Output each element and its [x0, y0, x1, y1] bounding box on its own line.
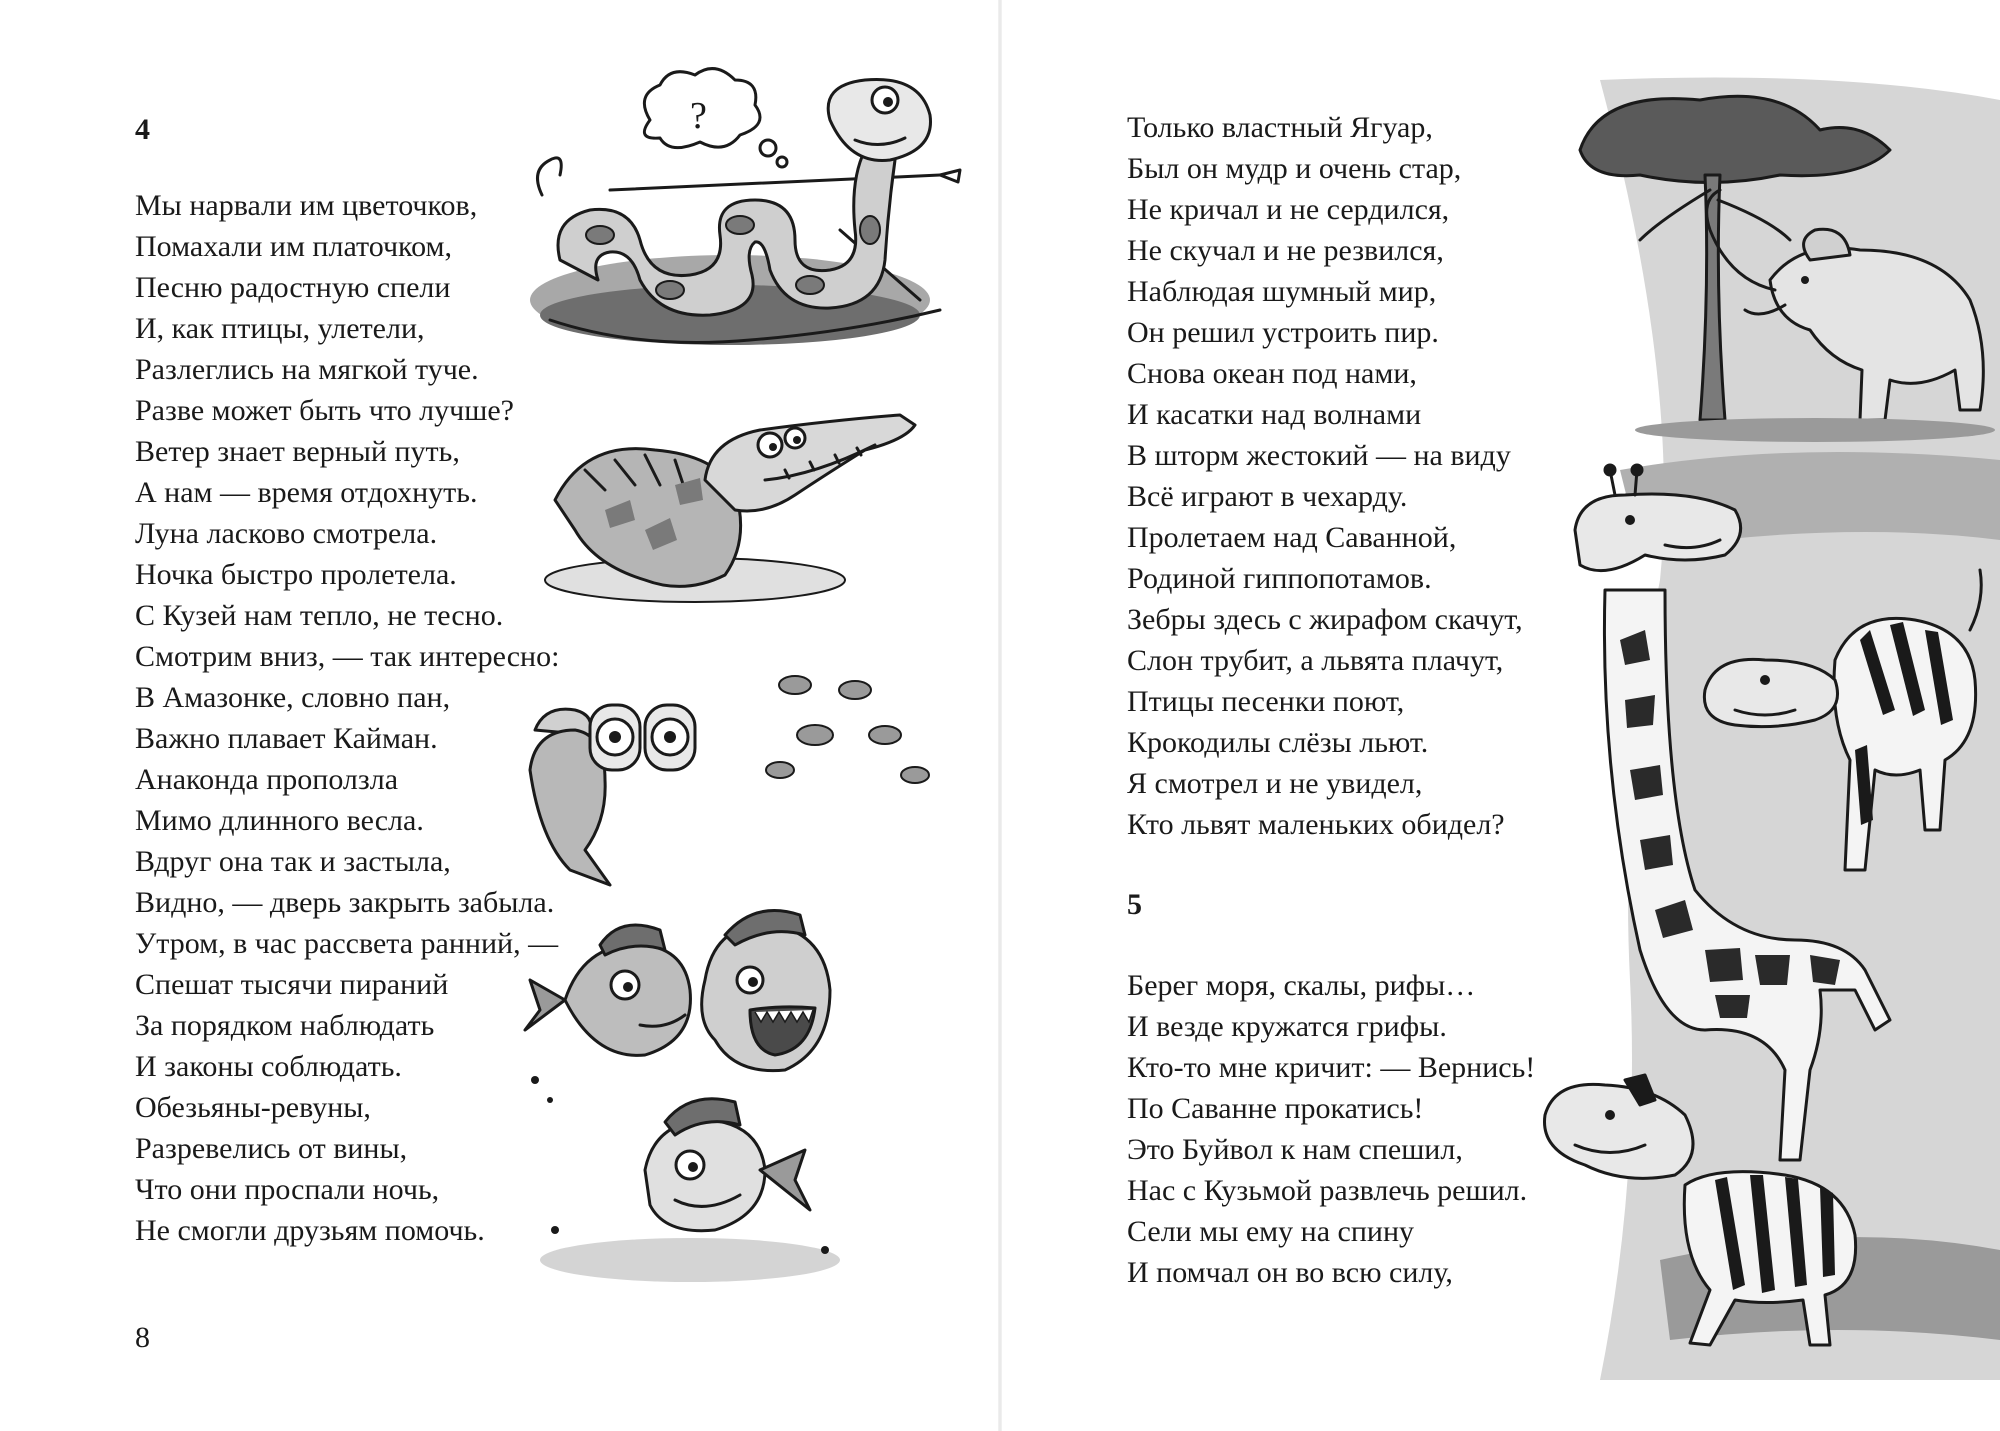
poem-line: Птицы песенки поют, — [1127, 685, 1405, 718]
thought-question-mark: ? — [690, 95, 707, 137]
poem-line: Он решил устроить пир. — [1127, 316, 1439, 349]
poem-line: Всё играют в чехарду. — [1127, 480, 1408, 513]
poem-line: Что они проспали ночь, — [135, 1173, 440, 1206]
thought-bubble — [644, 69, 787, 167]
poem-line: Вдруг она так и застыла, — [135, 845, 451, 878]
poem-line: Анаконда проползла — [135, 763, 399, 796]
poem-line: В шторм жестокий — на виду — [1127, 439, 1511, 472]
poem-line: Не скучал и не резвился, — [1127, 234, 1444, 267]
right-page — [1000, 0, 2000, 1431]
poem-line: И помчал он во всю силу, — [1127, 1256, 1453, 1289]
anaconda-illustration — [520, 60, 960, 360]
poem-line: Видно, — дверь закрыть забыла. — [135, 886, 555, 919]
poem-line: Я смотрел и не увидел, — [1127, 767, 1423, 800]
piranhas-illustration — [525, 890, 865, 1290]
poem-line: Помахали им платочком, — [135, 230, 452, 263]
poem-line: Нас с Кузьмой развлечь решил. — [1127, 1174, 1528, 1207]
caiman-illustration — [535, 400, 935, 610]
poem-line: Наблюдая шумный мир, — [1127, 275, 1437, 308]
lily-pads — [765, 665, 945, 785]
poem-line: Снова океан под нами, — [1127, 357, 1417, 390]
poem-line: Зебры здесь с жирафом скачут, — [1127, 603, 1523, 636]
poem-line: Крокодилы слёзы льют. — [1127, 726, 1429, 759]
poem-line: Луна ласково смотрела. — [135, 517, 438, 550]
poem-line: Утром, в час рассвета ранний, — — [135, 927, 559, 960]
poem-line: А нам — время отдохнуть. — [135, 476, 478, 509]
poem-line: И касатки над волнами — [1127, 398, 1422, 431]
poem-line: Пролетаем над Саванной, — [1127, 521, 1457, 554]
poem-line: Только властный Ягуар, — [1127, 111, 1433, 144]
poem-line: Ночка быстро пролетела. — [135, 558, 457, 591]
poem-line: Берег моря, скалы, рифы… — [1127, 969, 1476, 1002]
poem-line: Разве может быть что лучше? — [135, 394, 514, 427]
section-number: 5 — [1127, 888, 1142, 921]
fish-binoculars-illustration — [515, 690, 735, 890]
poem-line: И, как птицы, улетели, — [135, 312, 425, 345]
poem-line: Ветер знает верный путь, — [135, 435, 460, 468]
poem-line: За порядком наблюдать — [135, 1009, 435, 1042]
poem-verse-bottom — [1127, 965, 1535, 1293]
poem-line: Мимо длинного весла. — [135, 804, 424, 837]
poem-line: Был он мудр и очень стар, — [1127, 152, 1462, 185]
poem-line: Важно плавает Кайман. — [135, 722, 438, 755]
poem-line: Мы нарвали им цветочков, — [135, 189, 478, 222]
poem-line: Сели мы ему на спину — [1127, 1215, 1415, 1248]
zebra-lower-illustration — [1545, 1075, 1875, 1355]
poem-line: И везде кружатся грифы. — [1127, 1010, 1447, 1043]
poem-line: Кто-то мне кричит: — Вернись! — [1127, 1051, 1536, 1084]
poem-verse — [135, 185, 559, 1251]
poem-line: С Кузей нам тепло, не тесно. — [135, 599, 504, 632]
poem-line: Кто львят маленьких обидел? — [1127, 808, 1505, 841]
poem-line: Не кричал и не сердился, — [1127, 193, 1450, 226]
page-number: 8 — [135, 1321, 150, 1354]
poem-line: Обезьяны-ревуны, — [135, 1091, 371, 1124]
poem-line: Это Буйвол к нам спешил, — [1127, 1133, 1463, 1166]
poem-line: Слон трубит, а львята плачут, — [1127, 644, 1504, 677]
poem-verse-top — [1127, 107, 1523, 845]
poem-line: По Саванне прокатись! — [1127, 1092, 1424, 1125]
poem-line: Разревелись от вины, — [135, 1132, 408, 1165]
poem-line: Не смогли друзьям помочь. — [135, 1214, 485, 1247]
section-number: 4 — [135, 113, 150, 146]
poem-line: Разлеглись на мягкой туче. — [135, 353, 479, 386]
poem-line: Смотрим вниз, — так интересно: — [135, 640, 560, 673]
poem-line: В Амазонке, словно пан, — [135, 681, 451, 714]
poem-line: Спешат тысячи пираний — [135, 968, 449, 1001]
tree-elephant-illustration — [1560, 90, 2000, 470]
zebra-upper-illustration — [1695, 570, 1995, 890]
poem-line: Родиной гиппопотамов. — [1127, 562, 1432, 595]
poem-line: Песню радостную спели — [135, 271, 451, 304]
poem-line: И законы соблюдать. — [135, 1050, 402, 1083]
